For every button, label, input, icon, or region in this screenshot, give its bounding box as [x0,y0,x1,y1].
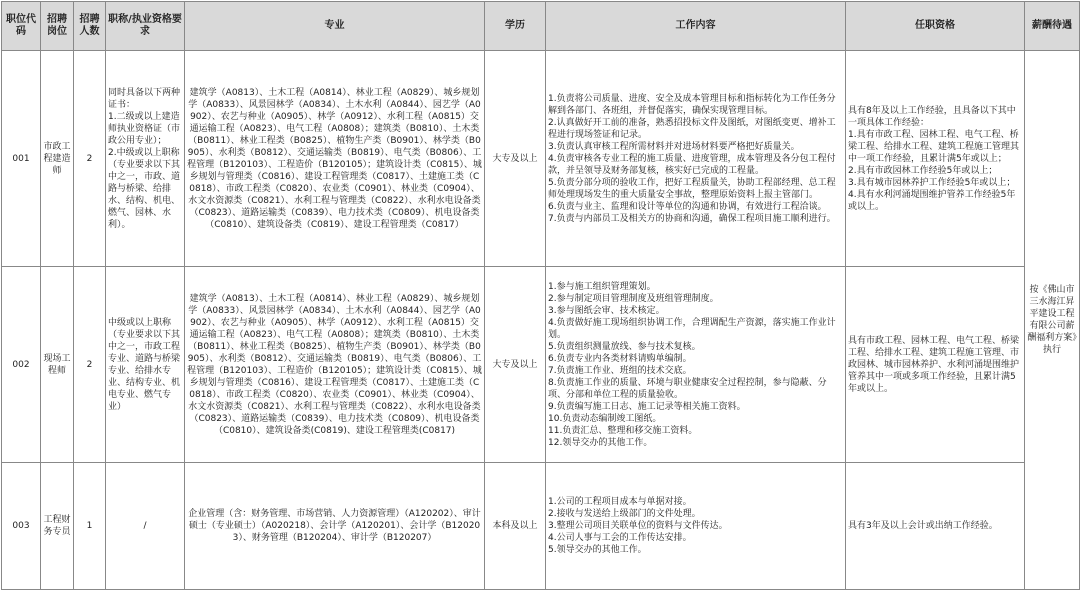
header-education: 学历 [485,2,546,51]
duties-cell [546,463,846,590]
duty-item: 4.公司人事与工会的工作传达安排。 [548,533,692,543]
table-header-row [2,2,1080,51]
education-level: 本科及以上 [485,463,546,590]
duty-item: 4.负责审核各专业工程的施工质量、进度管理，成本管理及各分包工程付款，并呈领导及财务部复核，核实好已完成的工程量。 [548,153,836,176]
duty-item: 7.负责与内部员工及相关方的协商和沟通，确保工程项目施工顺利进行。 [548,213,836,224]
duty-item: 6.负责与业主、监理和设计等单位的沟通和协调，有效进行工程洽谈。 [548,201,827,212]
qualification-item: 3.具有城市园林养护工作经验5年或以上； [848,177,1016,188]
duty-item: 6.负责专业内各类材料请购单编制。 [548,353,692,364]
duty-item: 3.负责认真审核工程所需材料并对进场材料要严格把好质量关。 [548,141,800,152]
header-post: 招聘岗位 [41,2,74,51]
duty-item: 10.负责动态编制竣工图纸。 [548,413,662,424]
education-level: 大专及以上 [485,51,546,267]
header-qualification: 任职资格 [846,2,1025,51]
duty-item: 5.负责分部分项的验收工作，把好工程质量关，协助工程部经理、总工程师处理现场发生的重大质量安全事故，整理原始资料上报主管部门。 [548,177,836,200]
qualification-cell [846,267,1025,463]
duties-cell [546,267,846,463]
duties-cell [546,51,846,267]
header-major: 专业 [185,2,485,51]
qualification-cell [846,463,1025,590]
education-level: 大专及以上 [485,267,546,463]
table-row [2,51,1080,267]
duty-item: 11.负责汇总、整理和移交施工资料。 [548,425,698,436]
duty-item: 7.负责施工作业、班组的技术交底。 [548,365,692,376]
table-row [2,463,1080,590]
headcount: 2 [74,51,106,267]
qualification-item: 具有3年及以上会计或出纳工作经验。 [848,521,998,531]
major-list: 建筑学（A0813）、土木工程（A0814）、林业工程（A0829）、城乡规划学（A0833）、风景园林学（A0834）、土木水利（A0844）、园艺学（A0902）、农艺与种业（A0905）、林学（A0912）、水利工程（A0815）交通运输工程（A0823）、电气工程（A0808）；建筑类（B0810）、土木类（B0811）、林业工程类（B0825）、植物生产类（B0901）、林学类（B0905）、水利类（B0812）、交通运输类（B0819）、电气类（B0806）、工程管理（B120103）、工程造价（B120105）；建筑设计类（C0815）、城乡规划与管理类（C0816）、建设工程管理类（C0817）、土建施工类（C0818）、市政工程类（C0820）、农业类（C0901）、林业类（C0904）、水文水资源类（C0821）、水利工程与管理类（C0822）、水利水电设备类（C0823）、道路运输类（C0839）、电力技术类（C0809）、机电设备类（C0810）、建筑设备类(C0819)、建设工程管理类(C0817) [185,267,485,463]
position-name: 工程财务专员 [41,463,74,590]
position-name: 市政工程建造师 [41,51,74,267]
qualification-item: 1.具有市政工程、园林工程、电气工程、桥梁工程、给排水工程、建筑工程施工管理其中一项工作经验，且累计满5年或以上； [848,129,1020,164]
title-requirement: 中级或以上职称（专业要求以下其中之一，市政工程专业、道路与桥梁专业、给排水专业、结构专业、机电专业、燃气专业） [106,267,185,463]
duty-item: 4.负责做好施工现场组织协调工作，合理调配生产资源，落实施工作业计划。 [548,317,836,340]
duty-item: 9.负责编写施工日志、施工记录等相关施工资料。 [548,401,746,412]
duty-item: 2.认真做好开工前的准备，熟悉招投标文件及图纸，对图纸变更、增补工程进行现场签证和记录。 [548,117,836,140]
position-code: 001 [2,51,41,267]
header-salary: 薪酬待遇 [1025,2,1080,51]
duty-item: 8.负责施工作业的质量、环境与职业健康安全过程控制，参与隐蔽、分项、分部和单位工程的质量验收。 [548,377,827,400]
major-list: 企业管理（含：财务管理、市场营销、人力资源管理）（A120202）、审计硕士（专业硕士）（A020218）、会计学（A120201）、会计学（B120203）、财务管理（B120204）、审计学（B120207） [185,463,485,590]
duty-item: 3.整理公司项目关联单位的资料与文件传达。 [548,521,728,531]
table-row [2,267,1080,463]
header-duties: 工作内容 [546,2,846,51]
duty-item: 1.公司的工程项目成本与单据对接。 [548,497,692,507]
header-title-requirement: 职称/执业资格要求 [106,2,185,51]
duty-item: 1.参与施工组织管理策划。 [548,281,656,292]
header-count: 招聘人数 [74,2,106,51]
duty-item: 5.负责组织测量放线、参与技术复核。 [548,341,701,352]
major-list: 建筑学（A0813）、土木工程（A0814）、林业工程（A0829）、城乡规划学（A0833）、风景园林学（A0834）、土木水利（A0844）、园艺学（A0902）、农艺与种业（A0905）、林学（A0912）、水利工程（A0815）交通运输工程（A0823）、电气工程（A0808）；建筑类（B0810）、土木类（B0811）、林业工程类（B0825）、植物生产类（B0901）、林学类（B0905）、水利类（B0812）、交通运输类（B0819）、电气类（B0806）、工程管理（B120103）、工程造价（B120105）；建筑设计类（C0815）、城乡规划与管理类（C0816）、建设工程管理类（C0817）、土建施工类（C0818）、市政工程类（C0820）、农业类（C0901）、林业类（C0904）、水文水资源类（C0821）、水利工程与管理类（C0822）、水利水电设备类（C0823）、道路运输类（C0839）、电力技术类（C0809）、机电设备类（C0810）、建筑设备类（C0819）、建设工程管理类（C0817） [185,51,485,267]
title-requirement: 同时具备以下两种证书： 1.二级或以上建造师执业资格证（市政公用专业）； 2.中级或以上职称（专业要求以下其中之一，市政、道路与桥梁、给排水、结构、机电、燃气、园林、水利）。 [106,51,185,267]
duty-item: 3.参与图纸会审、技术核定。 [548,305,665,316]
qualification-cell [846,51,1025,267]
qualification-item: 具有8年及以上工作经验，且具备以下其中一项具体工作经验： [848,105,1016,128]
recruitment-table [1,1,1080,590]
duty-item: 2.参与制定项目管理制度及班组管理制度。 [548,293,719,304]
salary-cell: 按《佛山市三水海江昇平建设工程有限公司薪酬福利方案》执行 [1025,51,1080,590]
duty-item: 2.接收与发送给上级部门的文件处理。 [548,509,701,519]
header-code: 职位代码 [2,2,41,51]
qualification-item: 具有市政工程、园林工程、电气工程、桥梁工程、给排水工程、建筑工程施工管理、市政园林、城市园林养护、水利河涌堤围维护管养其中一项或多项工作经验，且累计满5年或以上。 [848,335,1020,394]
duty-item: 5.领导交办的其他工作。 [548,545,647,555]
position-name: 现场工程师 [41,267,74,463]
title-requirement: / [106,463,185,590]
headcount: 1 [74,463,106,590]
position-code: 002 [2,267,41,463]
qualification-item: 4.具有水利河涌堤围维护管养工作经验5年或以上。 [848,189,1016,212]
position-code: 003 [2,463,41,590]
duty-item: 1.负责将公司质量、进度、安全及成本管理目标和指标转化为工作任务分解到各部门、各班组，并督促落实，确保实现管理目标。 [548,93,836,116]
headcount: 2 [74,267,106,463]
qualification-item: 2.具有市政园林工作经验5年或以上； [848,165,998,176]
duty-item: 12.领导交办的其他工作。 [548,437,653,448]
